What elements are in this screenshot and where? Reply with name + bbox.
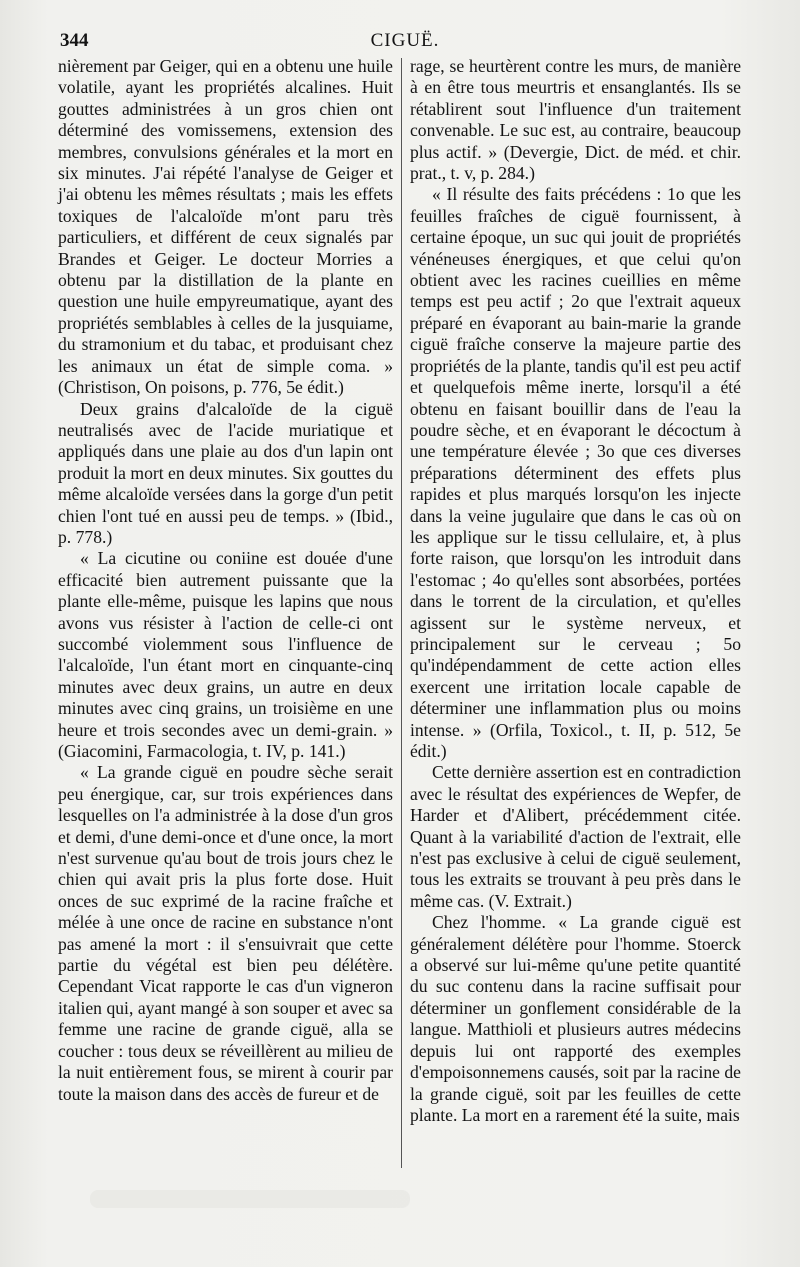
paragraph: « Il résulte des faits précédens : 1o que les feuilles fraîches de ciguë fournissent, à certaine époque, un suc qui jouit de propriétés vénéneuses énergiques, et que celui qu'on obtient avec les racines cueillies en même temps est peu actif ; 2o que l'extrait aqueux préparé en évaporant au bain-marie la grande ciguë fraîche conserve la majeure partie des propriétés de la plante, tandis qu'il est peu actif et quelquefois même inerte, lorsqu'il a été obtenu en faisant bouillir dans de l'eau la poudre sèche, et en évaporant le décoctum à une température élevée ; 3o que ces diverses préparations déterminent des effets plus rapides et plus marqués lorsqu'on les injecte dans la veine jugulaire que dans le cas où on les applique sur le tissu cellulaire, et, à plus forte raison, que lorsqu'on les introduit dans l'estomac ; 4o qu'elles sont absorbées, portées dans le torrent de la circulation, et qu'elles agissent sur le système nerveux, et principalement sur le cerveau ; 5o qu'indépendamment de cette action elles exercent une irritation locale capable de déterminer une inflammation plus ou moins intense. » (Orfila, Toxicol., t. II, p. 512, 5e édit.) — [410, 184, 741, 761]
paragraph: rage, se heurtèrent contre les murs, de manière à en être tous meurtris et ensanglantés. Ils se rétablirent sout l'influence d'un traitement convenable. Le suc est, au contraire, beaucoup plus actif. » (Devergie, Dict. de méd. et chir. prat., t. v, p. 284.) — [410, 56, 741, 184]
paragraph: Chez l'homme. « La grande ciguë est généralement délétère pour l'homme. Stoerck a observé sur lui-même qu'une petite quantité du suc contenu dans la racine suffisait pour déterminer un gonflement considérable de la langue. Matthioli et plusieurs autres médecins depuis lui ont rapporté des exemples d'empoisonnemens causés, soit par la racine de la grande ciguë, soit par les feuilles de cette plante. La mort en a rarement été la suite, mais — [410, 912, 741, 1125]
paragraph: nièrement par Geiger, qui en a obtenu une huile volatile, ayant les propriétés alcalines. Huit gouttes administrées à un gros chien ont déterminé des vomissemens, extension des membres, convulsions générales et la mort en six minutes. J'ai répété l'analyse de Geiger et j'ai obtenu les mêmes résultats ; mais les effets toxiques de l'alcaloïde m'ont paru très particuliers, et différent de ceux signalés par Brandes et Geiger. Le docteur Morries a obtenu par la distillation de la plante en question une huile empyreumatique, ayant des propriétés semblables à celles de la jusquiame, du stramonium et du tabac, et produisant chez les animaux un état de simple coma. » (Christison, On poisons, p. 776, 5e édit.) — [58, 56, 393, 398]
page-header — [60, 30, 750, 56]
paragraph: Deux grains d'alcaloïde de la ciguë neutralisés avec de l'acide muriatique et appliqués dans une plaie au dos d'un lapin ont produit la mort en deux minutes. Six gouttes du même alcaloïde versées dans la gorge d'un petit chien l'ont tué en aussi peu de temps. » (Ibid., p. 778.) — [58, 398, 393, 547]
column-divider — [401, 58, 402, 1168]
paragraph: « La grande ciguë en poudre sèche serait peu énergique, car, sur trois expériences dans lesquelles on l'a administrée à la dose d'un gros et demi, d'une demi-once et d'une once, la mort n'est survenue qu'au bout de trois jours chez le chien qui avait pris la plus forte dose. Huit onces de suc exprimé de la racine fraîche et mélée à une once de racine en substance n'ont pas amené la mort : il s'ensuivrait que cette partie du végétal est bien peu délétère. Cependant Vicat rapporte le cas d'un vigneron italien qui, ayant mangé à son souper et avec sa femme une racine de grande ciguë, alla se coucher : tous deux se réveillèrent au milieu de la nuit entièrement fous, se mirent à courir par toute la maison dans des accès de fureur et de — [58, 762, 393, 1104]
right-column — [410, 56, 741, 1126]
show-through-stain — [90, 1190, 410, 1208]
running-head: CIGUË. — [370, 30, 440, 51]
paragraph: Cette dernière assertion est en contradiction avec le résultat des expériences de Wepfer, de Harder et d'Alibert, précédemment citée. Quant à la variabilité d'action de l'extrait, elle n'est pas exclusive à celui de ciguë seulement, tous les extraits se trouvant à peu près dans le même cas. (V. Extrait.) — [410, 762, 741, 911]
left-column — [58, 56, 393, 1105]
page-number: 344 — [60, 30, 89, 51]
paragraph: « La cicutine ou coniine est douée d'une efficacité bien autrement puissante que la plante elle-même, puisque les lapins que nous avons vus résister à l'action de celle-ci ont succombé violemment sous l'influence de l'alcaloïde, l'un étant mort en cinquante-cinq minutes avec deux grains, un autre en deux minutes avec cinq grains, un troisième en une heure et trois secondes avec un demi-grain. » (Giacomini, Farmacologia, t. IV, p. 141.) — [58, 548, 393, 761]
